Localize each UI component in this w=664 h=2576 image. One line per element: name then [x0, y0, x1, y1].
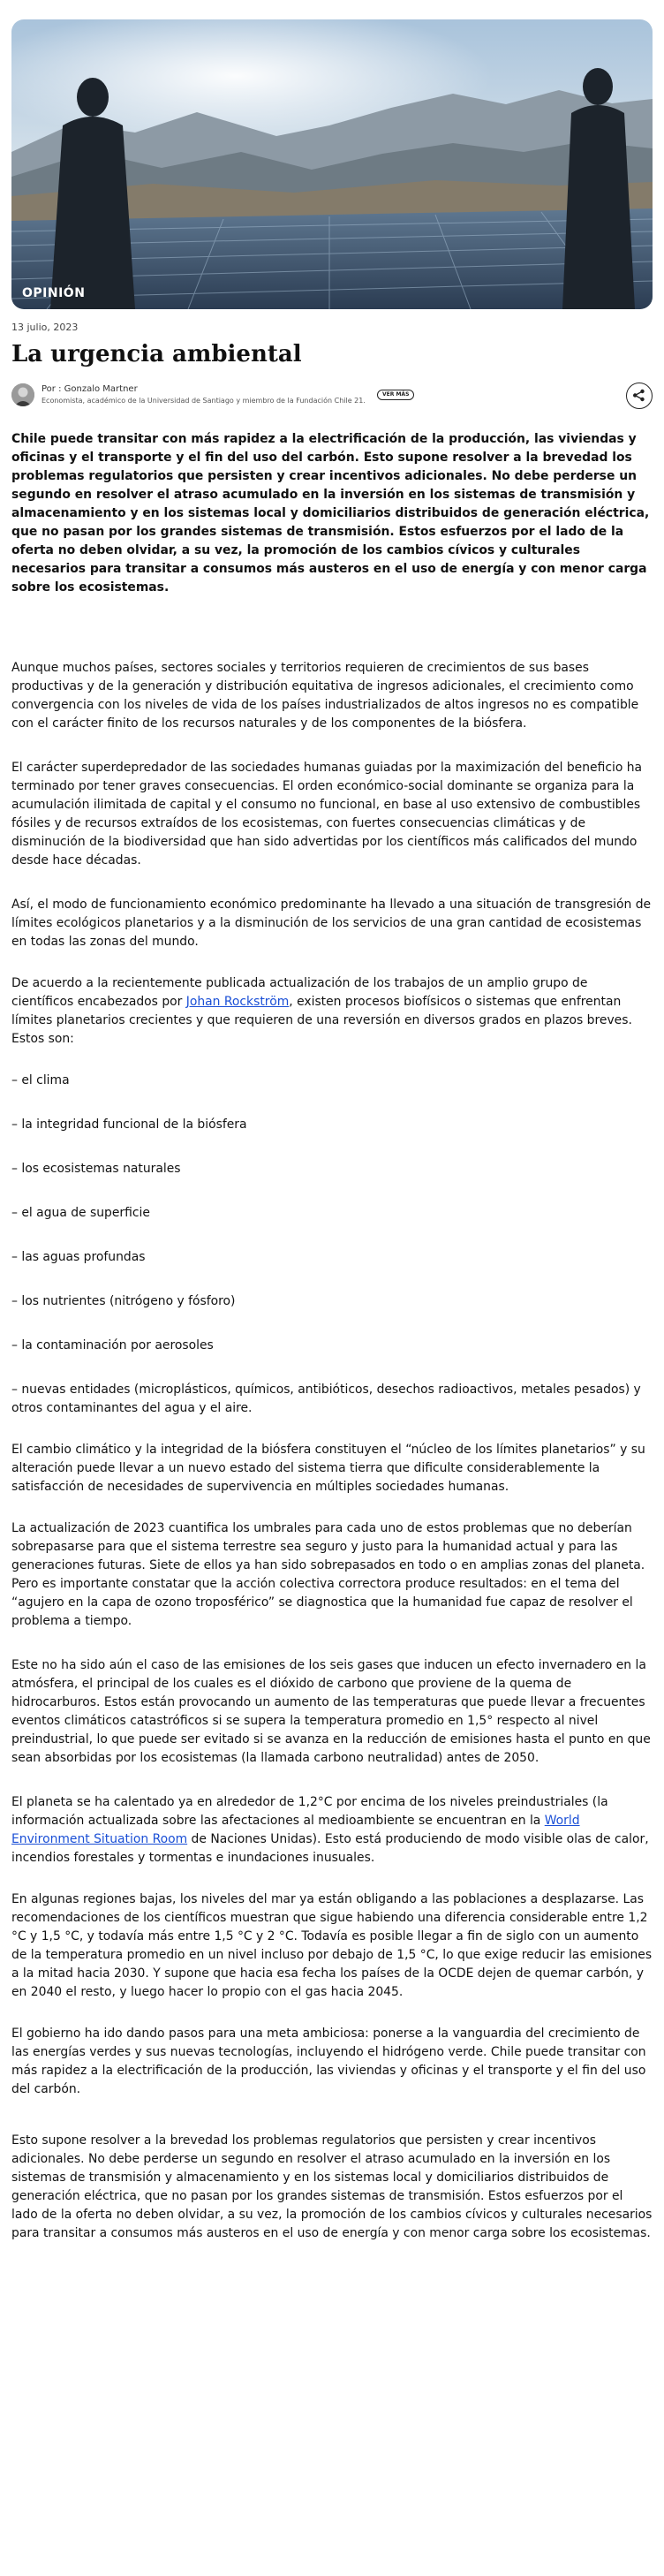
world-environment-situation-room-link[interactable]: World Environment Situation Room [11, 1814, 580, 1846]
paragraph-text: de Naciones Unidas). Esto está produciendo de modo visible olas de calor, incendios forestales y tormentas e inundaciones inusuales. [11, 1832, 649, 1865]
paragraph: Esto supone resolver a la brevedad los problemas regulatorios que persisten y crear incentivos adicionales. No debe perderse un segundo en resolver el atraso acumulado en la inversión en los sistemas de transmisión y almacenamiento y en los sistemas local y domiciliarios distribuidos de generación eléctrica, que no pasan por los grandes sistemas de transmisión. Estos esfuerzos por el lado de la oferta no deben olvidar, a su vez, la promoción de los cambios cívicos y culturales necesarios para transitar a consumos más austeros en el uso de energía y con menor carga sobre los ecosistemas. [11, 2133, 653, 2240]
author-bio: Economista, académico de la Universidad de Santiago y miembro de la Fundación Chile 21. [42, 397, 366, 405]
article-lead: Chile puede transitar con más rapidez a la electrificación de la producción, las viviendas y oficinas y el transporte y el fin del uso del carbón. Esto supone resolver a la brevedad los problemas regulatorios que persisten y crear incentivos adicionales. No debe perderse un segundo en resolver el atraso acumulado en la inversión en los sistemas de transmisión y almacenamiento y en los sistemas local y domiciliarios distribuidos de generación eléctrica, que no pasan por los grandes sistemas de transmisión. Estos esfuerzos por el lado de la oferta no deben olvidar, a su vez, la promoción de los cambios cívicos y culturales necesarios para transitar a consumos más austeros en el uso de energía y con menor carga sobre los ecosistemas. [11, 432, 650, 595]
list-item: – los nutrientes (nitrógeno y fósforo) [11, 1294, 236, 1308]
ver-mas-button[interactable]: VER MÁS [377, 390, 414, 400]
paragraph-text: El planeta se ha calentado ya en alrededor de 1,2°C por encima de los niveles preindustriales (la información actualizada sobre las afectaciones al medioambiente se encuentran en la [11, 1795, 608, 1828]
paragraph: Este no ha sido aún el caso de las emisiones de los seis gases que inducen un efecto invernadero en la atmósfera, el principal de los cuales es el dióxido de carbono que proviene de la quema de hidrocarburos. Estos están provocando un aumento de las temperaturas que puede llevar a frecuentes eventos climáticos catastróficos si se supera la temperatura promedio en 1,5° respecto al nivel preindustrial, lo que puede ser evitado si se avanza en la reducción de emisiones hasta el punto en que sean absorbidas por los ecosistemas (la llamada carbono neutralidad) antes de 2050. [11, 1658, 651, 1765]
article-title: La urgencia ambiental [11, 341, 302, 367]
author-avatar[interactable] [11, 383, 34, 406]
article-body [11, 430, 653, 2243]
share-button[interactable] [626, 383, 653, 409]
opinion-badge: OPINIÓN [22, 286, 86, 300]
author-row [11, 382, 653, 412]
paragraph: El carácter superdepredador de las sociedades humanas guiadas por la maximización del beneficio ha terminado por tener graves consecuencias. El orden económico-social dominante se organiza para la acumulación ilimitada de capital y el consumo no funcional, en base al uso extensivo de combustibles fósiles y de recursos extraídos de los ecosistemas, con fuertes consecuencias climáticas y de disminución de la biodiversidad que han sido advertidas por los científicos más calificados del mundo desde hace décadas. [11, 761, 643, 868]
list-item: – las aguas profundas [11, 1250, 146, 1264]
list-item: – el clima [11, 1073, 70, 1087]
paragraph: La actualización de 2023 cuantifica los umbrales para cada uno de estos problemas que no deberían sobrepasarse para que el sistema terrestre sea seguro y justo para la humanidad actual y para las generaciones futuras. Siete de ellos ya han sido sobrepasados en todo o en amplias zonas del planeta. Pero es importante constatar que la acción colectiva correctora produce resultados: en el tema del “agujero en la capa de ozono troposférico” se diagnostica que la humanidad fue capaz de resolver el problema a tiempo. [11, 1521, 645, 1628]
list-item: – la integridad funcional de la biósfera [11, 1118, 247, 1132]
list-item: – nuevas entidades (microplásticos, químicos, antibióticos, desechos radioactivos, metales pesados) y otros contaminantes del agua y el aire. [11, 1383, 641, 1415]
paragraph: El gobierno ha ido dando pasos para una meta ambiciosa: ponerse a la vanguardia del crecimiento de las energías verdes y sus nuevas tecnologías, incluyendo el hidrógeno verde. Chile puede transitar con más rapidez a la electrificación de la producción, las viviendas y oficinas y el transporte y el fin del uso del carbón. [11, 2027, 646, 2096]
list-item: – el agua de superficie [11, 1206, 150, 1220]
paragraph: Así, el modo de funcionamiento económico predominante ha llevado a una situación de transgresión de límites ecológicos planetarios y a la disminución de los servicios de una gran cantidad de ecosistemas en todas las zonas del mundo. [11, 898, 652, 949]
paragraph [11, 1793, 653, 1868]
paragraph: En algunas regiones bajas, los niveles del mar ya están obligando a las poblaciones a desplazarse. Las recomendaciones de los científicos muestran que sigue habiendo una diferencia considerable entre 1,2 °C y 1,5 °C, y todavía más entre 1,5 °C y 2 °C. Todavía es posible llegar a fin de siglo con un aumento de la temperatura promedio en un nivel incluso por debajo de 1,5 °C, lo que exige reducir las emisiones a la mitad hacia 2030. Y supone que hacia esa fecha los países de la OCDE dejen de quemar carbón, y en 2040 el resto, y luego hacer lo propio con el gas hacia 2045. [11, 1892, 653, 1999]
paragraph-text: , existen procesos biofísicos o sistemas que enfrentan límites planetarios crecientes y que requieren de una reversión en diversos grados en plazos breves. Estos son: [11, 995, 632, 1046]
solar-field-photo [11, 19, 653, 309]
paragraph [11, 974, 653, 1049]
avatar-image [11, 383, 34, 406]
share-icon [632, 389, 645, 402]
paragraph: Aunque muchos países, sectores sociales y territorios requieren de crecimientos de sus bases productivas y de la generación y distribución equitativa de ingresos adicionales, el crecimiento como convergencia con los niveles de vida de los países industrializados de altos ingresos no es compatible con el carácter finito de los recursos naturales y de los componentes de la biósfera. [11, 661, 639, 731]
list-item: – la contaminación por aerosoles [11, 1338, 214, 1352]
paragraph-text: De acuerdo a la recientemente publicada actualización de los trabajos de un amplio grupo de científicos encabezados por [11, 976, 588, 1009]
paragraph: El cambio climático y la integridad de la biósfera constituyen el “núcleo de los límites planetarios” y su alteración puede llevar a un nuevo estado del sistema tierra que dificulte considerablemente la satisfacción de necesidades de supervivencia en múltiples sociedades humanas. [11, 1443, 645, 1494]
publish-date: 13 julio, 2023 [11, 322, 79, 333]
hero-image [11, 19, 653, 309]
johan-rockstrom-link[interactable]: Johan Rockström [185, 995, 290, 1009]
author-name[interactable]: Por : Gonzalo Martner [42, 384, 138, 394]
list-item: – los ecosistemas naturales [11, 1162, 181, 1176]
